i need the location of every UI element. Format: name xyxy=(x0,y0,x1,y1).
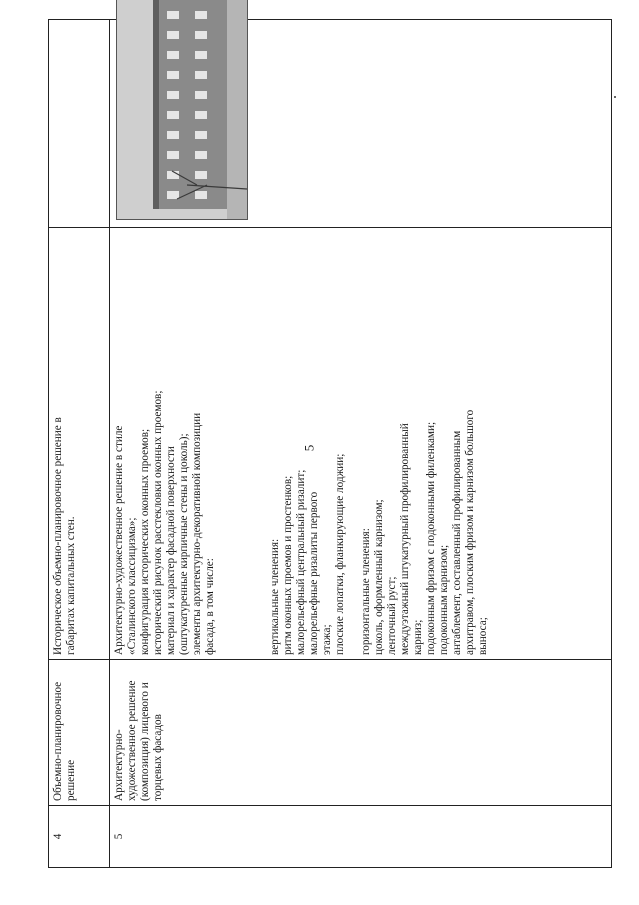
description-line: плоские лопатки, фланкирующие лоджии; xyxy=(334,453,346,655)
row-name: Объемно-планировочное решение xyxy=(49,660,110,806)
description-line: этажа; xyxy=(321,624,333,655)
description-line: Архитектурно-художественное решение в стиле xyxy=(113,425,125,655)
description-line: ритм оконных проемов и простенков; xyxy=(282,475,294,655)
row-photo-cell xyxy=(110,20,612,228)
description-line: междуэтажный штукатурный профилированный xyxy=(399,423,411,655)
description-line: элементы архитектурно-декоративной композиции xyxy=(191,412,203,655)
description-line: «Сталинского классицизма»; xyxy=(126,517,138,655)
row-number: 4 xyxy=(49,806,110,868)
description-line: подоконным фризом с подоконными филенками; xyxy=(425,421,437,655)
description-line: (оштукатуренные кирпичные стены и цоколь); xyxy=(178,433,190,655)
building-front-photo xyxy=(117,0,247,219)
description-line: антаблемент, составленный профилированным xyxy=(451,430,463,655)
row-number: 5 xyxy=(110,806,612,868)
description-line: габаритах капитальных стен. xyxy=(65,516,77,655)
description-line: ленточный руст; xyxy=(386,576,398,655)
facade-photo xyxy=(116,0,248,220)
description-line: вертикальные членения: xyxy=(269,538,281,655)
description-line: цоколь, оформленный карнизом; xyxy=(373,499,385,655)
description-line: фасада, в том числе: xyxy=(204,558,216,655)
description-line: конфигурация исторических оконных проемов; xyxy=(139,428,151,655)
speck xyxy=(614,96,616,98)
table-row-4 xyxy=(49,20,110,868)
description-line: исторический рисунок расстекловки оконных проемов; xyxy=(152,390,164,655)
row-name: Архитектурно-художественное решение (композиция) лицевого и торцевых фасадов xyxy=(110,660,612,806)
description-line: архитравом, плоским фризом и карнизом большого xyxy=(464,409,476,655)
description-line: горизонтальные членения: xyxy=(360,528,372,655)
page-number: 5 xyxy=(301,444,317,452)
object-description-table xyxy=(48,19,612,868)
description-line: подоконным карнизом; xyxy=(438,544,450,655)
row-description xyxy=(110,228,612,660)
photo-group xyxy=(113,24,608,223)
description-line: материал и характер фасадной поверхности xyxy=(165,446,177,655)
document-table-rotated xyxy=(48,20,612,868)
row-description xyxy=(49,228,110,660)
description-line: карниз; xyxy=(412,619,424,655)
description-line: выноса; xyxy=(477,617,489,655)
table-row-5 xyxy=(110,20,612,868)
description-line: малорельефные ризалиты первого xyxy=(308,491,320,655)
description-line: малорельефный центральный ризалит; xyxy=(295,469,307,655)
row-photo-cell xyxy=(49,20,110,228)
description-line: Историческое объемно-планировочное решение в xyxy=(52,417,64,655)
